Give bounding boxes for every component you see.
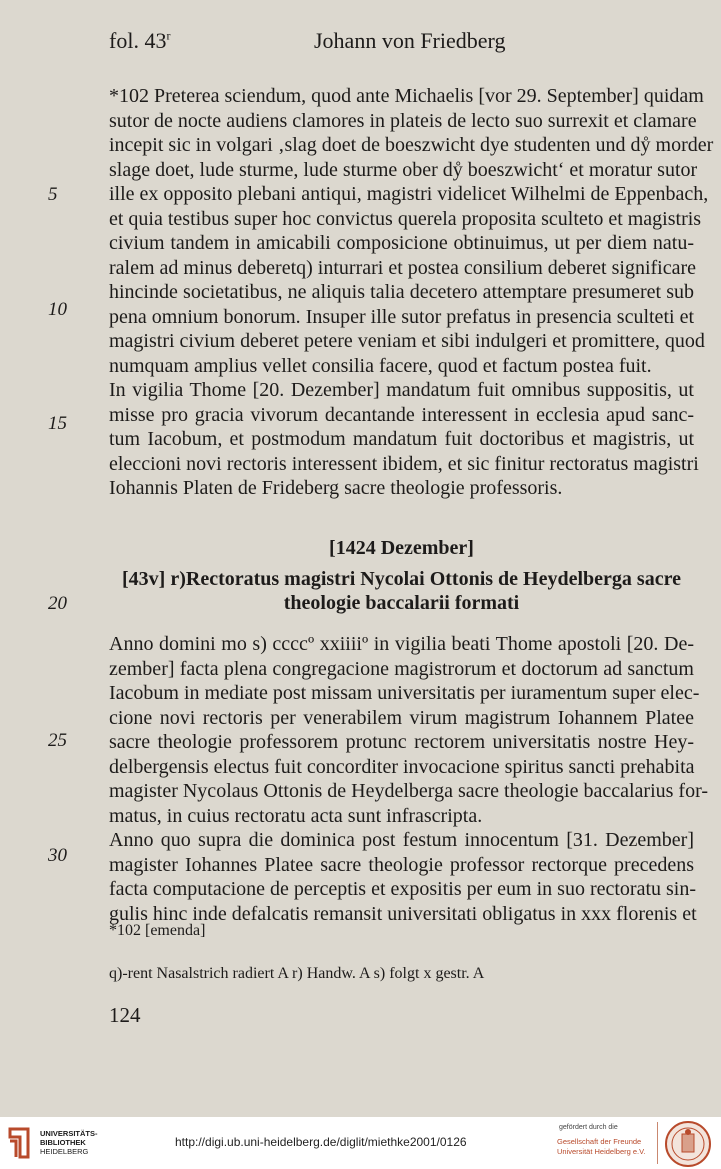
text-line: hincinde societatibus, ne aliquis talia decetero attemptare presumeret sub: [109, 281, 694, 303]
footnote-marker: *102 [emenda]: [109, 922, 206, 939]
text-line: zember] facta plena congregacione magistrorum et doctorum ad sanctum: [109, 657, 694, 680]
library-logo-icon: [6, 1125, 32, 1161]
society-name[interactable]: Gesellschaft der Freunde Universität Heidelberg e.V.: [557, 1137, 646, 1156]
text-line: facta computacione de perceptis et expositis per eum in suo rectoratu sin-: [109, 878, 697, 900]
text-line: tum Iacobum, et postmodum mandatum fuit doctoribus et magistris, ut: [109, 428, 694, 450]
text-line: et quia testibus super hoc convictus querela proposita sculteto et magistris: [109, 207, 702, 230]
permalink-url[interactable]: http://digi.ub.uni-heidelberg.de/diglit/miethke2001/0126: [175, 1135, 467, 1149]
line-number: 30: [48, 845, 67, 866]
text-line: matus, in cuius rectoratu acta sunt infrascripta.: [109, 804, 483, 827]
line-number: 20: [48, 593, 67, 614]
text-line: pena omnium bonorum. Insuper ille sutor prefatus in presencia sculteti et: [109, 305, 694, 328]
text-line: *102 Preterea sciendum, quod ante Michaelis [vor 29. September] quidam: [109, 85, 704, 107]
text-line: incepit sic in volgari ‚slag doet de boeszwicht dye studenten und dẙ morder: [109, 134, 714, 156]
date-heading: [1424 Dezember]: [329, 537, 474, 559]
text-line: sutor de nocte audiens clamores in plateis de lecto suo surrexit et clamare: [109, 109, 697, 132]
text-line: civium tandem in amicabili composicione obtinuimus, ut per diem natu-: [109, 232, 694, 254]
text-line: gulis hinc inde defalcatis remansit universitati obligatus in xxx florenis et: [109, 902, 697, 925]
section-title-line1: [43v] r)Rectoratus magistri Nycolai Ottonis de Heydelberga sacre: [122, 568, 681, 590]
viewer-footer: [0, 1117, 721, 1169]
folio-reference: fol. 43$^r$: [109, 28, 171, 53]
text-line: ralem ad minus deberetq) inturrari et postea consilium deberet significare: [109, 256, 697, 279]
university-seal-icon: [664, 1120, 712, 1168]
text-line: numquam amplius vellet consilia facere, quod et factum postea fuit.: [109, 354, 652, 377]
text-line: delbergensis electus fuit concorditer invocacione spiritus sancti prehabita: [109, 755, 695, 778]
text-line: Iohannis Platen de Frideberg sacre theologie professoris.: [109, 477, 563, 499]
text-line: cione novi rectoris per venerabilem virum magistrum Iohannem Platee: [109, 706, 694, 729]
text-line: In vigilia Thome [20. Dezember] mandatum fuit omnibus suppositis, ut: [109, 379, 694, 401]
text-line: Anno domini mo s) ccccº xxiiiiº in vigilia beati Thome apostoli [20. De-: [109, 633, 694, 655]
running-title: Johann von Friedberg: [314, 28, 506, 53]
line-number: 5: [48, 184, 58, 205]
footer-divider: [657, 1122, 658, 1164]
text-line: slage doet, lude sturme, lude sturme ober dẙ boeszwicht‘ et moratur sutor: [109, 158, 698, 181]
text-line: misse pro gracia vivorum decantande interessent in ecclesia apud sanc-: [109, 403, 694, 426]
text-line: eleccioni novi rectoris interessent ibidem, et sic finitur rectoratus magistri: [109, 452, 699, 475]
text-line: Iacobum in mediate post missam universitatis per iuramentum super elec-: [109, 682, 700, 704]
critical-apparatus: q)-rent Nasalstrich radiert A r) Handw. A s) folgt x gestr. A: [109, 965, 485, 982]
page-number: 124: [109, 1003, 141, 1027]
library-name: UNIVERSITÄTS- BIBLIOTHEK HEIDELBERG: [40, 1129, 98, 1156]
text-line: magister Nycolaus Ottonis de Heydelberga sacre theologie baccalarius for-: [109, 780, 709, 802]
text-line: magister Iohannes Platee sacre theologie professor rectorque precedens: [109, 853, 694, 876]
text-line: sacre theologie professorem protunc rectorem universitatis nostre Hey-: [109, 731, 694, 753]
line-number: 25: [48, 730, 67, 751]
funded-by-label: gefördert durch die: [559, 1124, 618, 1131]
line-number: 10: [48, 299, 67, 320]
section-title-line2: theologie baccalarii formati: [283, 592, 520, 614]
text-line: Anno quo supra die dominica post festum innocentum [31. Dezember]: [109, 829, 694, 851]
text-line: magistri civium deberet petere veniam et sibi indulgeri et promittere, quod: [109, 330, 705, 352]
text-line: ille ex opposito plebani antiqui, magistri videlicet Wilhelmi de Eppenbach,: [109, 183, 709, 205]
line-number: 15: [48, 413, 67, 434]
